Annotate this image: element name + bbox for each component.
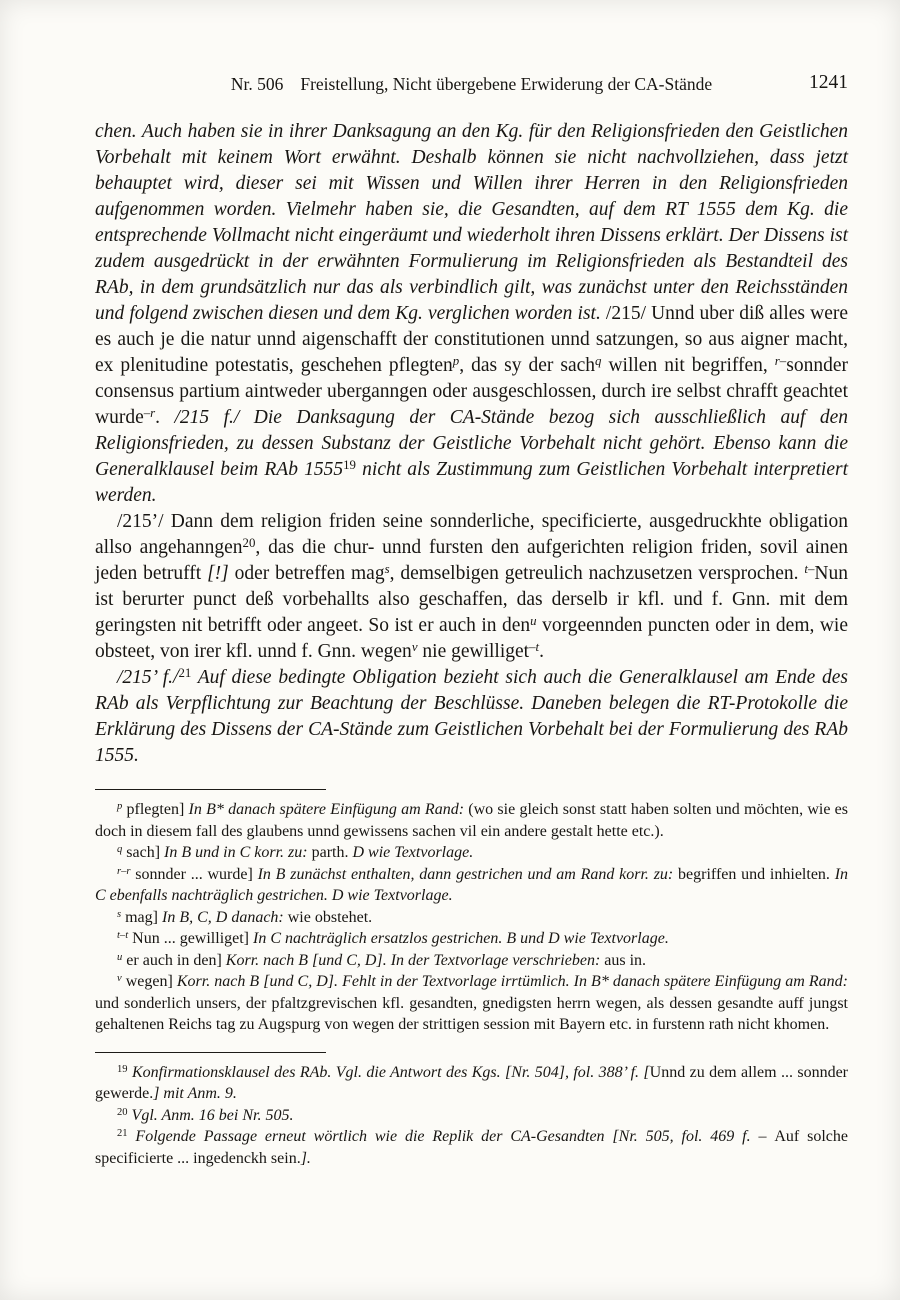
text-run: begriffen und inhielten. bbox=[673, 865, 835, 883]
text-run: pflegten] bbox=[122, 801, 189, 818]
text-run: r–r bbox=[117, 865, 131, 877]
text-run: r– bbox=[774, 354, 787, 369]
text-run: /215’ f./ bbox=[117, 667, 179, 688]
footnote bbox=[95, 1062, 848, 1105]
apparatus-note bbox=[95, 971, 848, 1036]
text-run: chen. Auch haben sie in ihrer Danksagung an den Kg. für den Religionsfrieden den Geistlichen Vorbehalt mit keinem Wort erwähnt. Deshalb können sie nicht nachvollziehen, dass jetzt behauptet wird, dieser sei mit Wissen und Willen ihrer Herren in den Religionsfrieden aufgenommen worden. Vielmehr haben sie, die Gesandten, auf dem RT 1555 dem Kg. die entsprechende Vollmacht nicht eingeräumt und wiederholt ihren Dissens erklärt. Der Dissens ist zudem ausgedrückt in der erwähnten Formulierung im Religionsfrieden als Bestandteil des RAb, in dem grundsätzlich nur das als verbindlich gilt, was zunächst unter den Reichsständen und folgend zwischen diesen und dem Kg. verglichen worden ist. bbox=[95, 121, 848, 324]
text-run: u bbox=[530, 614, 537, 629]
text-run: s bbox=[384, 562, 390, 577]
text-run: 21 bbox=[117, 1128, 128, 1140]
apparatus-note bbox=[95, 907, 848, 929]
text-run: In C nachträglich ersatzlos gestrichen. B und D wie Textvorlage. bbox=[253, 930, 669, 947]
text-run: nicht als Zustimmung zum Geistlichen Vorbehalt interpretiert werden. bbox=[95, 459, 848, 506]
text-run: t– bbox=[804, 562, 815, 577]
body-paragraph bbox=[95, 119, 848, 509]
text-run: In B* danach spätere Einfügung am Rand: bbox=[188, 801, 465, 818]
footnotes-block bbox=[95, 1062, 848, 1170]
text-run: q bbox=[595, 354, 602, 369]
text-run: er auch in den] bbox=[122, 951, 226, 969]
text-run: wie obstehet. bbox=[283, 908, 373, 926]
text-run: v bbox=[411, 640, 418, 655]
text-run: nie gewilliget bbox=[417, 641, 530, 662]
text-run: oder betreffen mag bbox=[228, 563, 385, 584]
text-run: In B, C, D danach: bbox=[161, 908, 284, 926]
text-run: sach] bbox=[122, 844, 165, 861]
text-run: , das sy der sach bbox=[459, 355, 596, 376]
text-run: 19 bbox=[117, 1063, 128, 1075]
main-text-block bbox=[95, 119, 848, 769]
text-run: t–t bbox=[117, 930, 129, 942]
text-run: q bbox=[117, 844, 123, 856]
text-run: , demselbigen getreulich nachzusetzen versprochen. bbox=[389, 563, 805, 584]
running-head-center bbox=[95, 74, 848, 95]
text-run: vorgeennden puncten oder in dem, wie obsteet, von irer kfl. unnd f. Gnn. wegen bbox=[95, 615, 848, 662]
text-run: In B und in C korr. zu: bbox=[164, 844, 308, 861]
text-run: sonnder ... wurde] bbox=[130, 865, 258, 883]
text-run: –t bbox=[529, 640, 540, 655]
text-run: 19 bbox=[343, 458, 356, 473]
text-run: ] mit Anm. 9. bbox=[153, 1085, 237, 1102]
document-number: Nr. 506 bbox=[230, 74, 284, 94]
text-run: (wo sie gleich sonst statt haben solten und möchten, wie es doch in diesem fall des glaubens unnd gewissens sachen vil ein andere gestalt hette etc.). bbox=[95, 801, 849, 840]
text-run: Nun ist berurter punct deß vorbehallts also geschaffen, das derselb ir kfl. und f. Gnn. mit dem geringsten nit betrifft oder angeet. So ist er auch in den bbox=[95, 563, 849, 636]
text-run: Vgl. Anm. 16 bei Nr. 505. bbox=[127, 1106, 294, 1124]
text-run: /215’/ Dann dem religion friden seine sonnderliche, specificierte, ausgedruckhte obligation allso angehanngen bbox=[95, 511, 848, 558]
text-run: /215 f./ Die Danksagung der CA-Stände bezog sich ausschließlich auf den Religionsfrieden, zu dessen Substanz der Geistliche Vorbehalt nicht gehört. Ebenso kann die Generalklausel beim RAb 1555 bbox=[95, 407, 848, 480]
footnote bbox=[95, 1105, 848, 1127]
text-run: v bbox=[117, 973, 122, 985]
text-run: Konfirmationsklausel des RAb. Vgl. die Antwort des Kgs. [Nr. 504], fol. 388’ f. [ bbox=[127, 1063, 650, 1081]
running-head bbox=[95, 74, 848, 95]
text-run: mag] bbox=[121, 908, 162, 926]
apparatus-note bbox=[95, 950, 848, 972]
body-paragraph bbox=[95, 665, 848, 769]
text-run: 20 bbox=[117, 1106, 128, 1118]
text-run: ]. bbox=[300, 1149, 311, 1167]
apparatus-separator-rule bbox=[95, 789, 326, 790]
footnote bbox=[95, 1126, 848, 1169]
apparatus-note bbox=[95, 864, 848, 907]
apparatus-note bbox=[95, 799, 848, 842]
text-run: In C ebenfalls nachträglich gestrichen. D wie Textvorlage. bbox=[95, 865, 849, 904]
apparatus-note bbox=[95, 928, 848, 950]
text-run: [!] bbox=[207, 563, 229, 584]
text-run: , das die chur- unnd fursten den aufgerichten religion friden, sovil ainen jeden betrufft bbox=[95, 537, 849, 584]
critical-apparatus bbox=[95, 799, 848, 1036]
text-run: Korr. nach B [und C, D]. Fehlt in der Textvorlage irrtümlich. In B* danach spätere Einfügung am Rand: bbox=[176, 973, 848, 990]
text-run: s bbox=[117, 908, 122, 920]
text-run: 20 bbox=[242, 536, 256, 551]
text-run: Folgende Passage erneut wörtlich wie die Replik der CA-Gesandten [Nr. 505, fol. 469 f. – bbox=[127, 1128, 775, 1145]
body-paragraph bbox=[95, 509, 848, 665]
text-run: Auf solche specificierte ... ingedenckh sein. bbox=[95, 1128, 848, 1167]
footnote-separator-rule bbox=[95, 1052, 326, 1053]
running-head-title: Freistellung, Nicht übergebene Erwiderung der CA-Stände bbox=[300, 74, 713, 94]
apparatus-note bbox=[95, 842, 848, 864]
text-run: wegen] bbox=[121, 973, 177, 990]
text-run: Nun ... gewilliget] bbox=[128, 930, 254, 947]
text-run: aus in. bbox=[600, 951, 647, 969]
text-run: . bbox=[155, 407, 175, 428]
text-run: In B zunächst enthalten, dann gestrichen und am Rand korr. zu: bbox=[257, 865, 674, 883]
text-run: /215/ Unnd uber diß alles were es auch je die natur unnd aigenschafft der constitutionen unnd satzungen, so aus aigner macht, ex plenitudine potestatis, geschehen pflegten bbox=[95, 303, 848, 376]
text-run: D wie Textvorlage. bbox=[352, 844, 474, 861]
text-run: parth. bbox=[307, 844, 353, 861]
text-run: p bbox=[117, 801, 123, 813]
text-run: u bbox=[117, 951, 123, 963]
text-run: Unnd zu dem allem ... sonnder gewerde. bbox=[95, 1063, 848, 1102]
text-run: –r bbox=[143, 406, 156, 421]
text-run: und sonderlich unsers, der pfaltzgrevischen kfl. gesandten, gnedigsten herrn wegen, als dessen gesandte auff jungst gehaltenen Reichs tag zu Augspurg von wegen der strittigen session mit Bayern etc. in furstenn rath nicht khomen. bbox=[95, 994, 848, 1033]
text-run: . bbox=[539, 641, 544, 662]
page-number: 1241 bbox=[809, 72, 848, 93]
text-run: Auf diese bedingte Obligation bezieht sich auch die Generalklausel am Ende des RAb als Verpflichtung zur Beachtung der Beschlüsse. Daneben belegen die RT-Protokolle die Erklärung des Dissens der CA-Stände zum Geistlichen Vorbehalt bei der Formulierung des RAb 1555. bbox=[95, 667, 848, 766]
text-run: willen nit begriffen, bbox=[601, 355, 775, 376]
text-run: Korr. nach B [und C, D]. In der Textvorlage verschrieben: bbox=[225, 951, 601, 969]
text-run: sonnder consensus partium aintweder uberganngen oder ausgeschlossen, durch ire selbst chrafft geachtet wurde bbox=[95, 355, 848, 428]
text-run: 21 bbox=[178, 666, 192, 681]
text-run: p bbox=[452, 354, 460, 369]
